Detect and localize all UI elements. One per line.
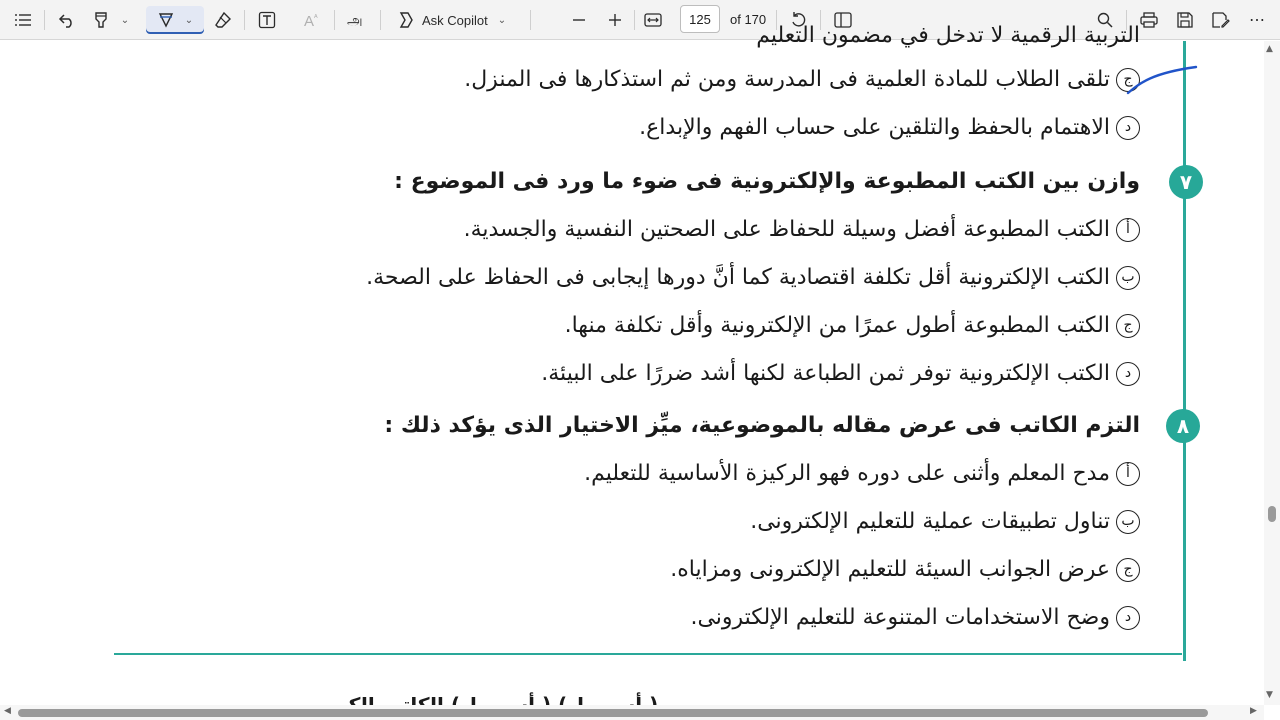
option-text: الكتب الإلكترونية أقل تكلفة اقتصادية كما أنَّ دورها إيجابى فى الحفاظ على الصحة. xyxy=(366,265,1110,290)
scroll-left-arrow-icon[interactable]: ◀ xyxy=(4,706,11,716)
svg-text:ᴬ: ᴬ xyxy=(314,13,318,22)
option-marker: ب xyxy=(1116,266,1140,290)
draw-icon xyxy=(157,11,175,29)
option-line xyxy=(639,115,1140,140)
question-text: وازن بين الكتب المطبوعة والإلكترونية فى ضوء ما ورد فى الموضوع : xyxy=(394,169,1140,194)
option-line xyxy=(541,361,1140,386)
option-marker: ب xyxy=(1116,510,1140,534)
copilot-icon xyxy=(396,11,414,29)
option-text: الكتب المطبوعة أطول عمرًا من الإلكترونية وأقل تكلفة منها. xyxy=(564,313,1110,338)
ask-copilot-button[interactable] xyxy=(392,6,516,34)
toolbar-divider xyxy=(380,10,381,30)
option-text: الاهتمام بالحفظ والتلقين على حساب الفهم والإبداع. xyxy=(639,115,1110,140)
page-total-label: of 170 xyxy=(730,12,767,27)
save-icon[interactable] xyxy=(1172,6,1198,34)
option-marker: د xyxy=(1116,362,1140,386)
ask-copilot-label: Ask Copilot xyxy=(422,12,488,28)
option-marker: ج xyxy=(1116,68,1140,92)
toolbar-divider xyxy=(44,10,45,30)
scroll-up-arrow-icon[interactable]: ▲ xyxy=(1266,44,1273,54)
toolbar-divider xyxy=(244,10,245,30)
question-text: التزم الكاتب فى عرض مقاله بالموضوعية، ميِّز الاختيار الذى يؤكد ذلك : xyxy=(384,413,1140,438)
option-line xyxy=(464,217,1140,242)
contents-icon[interactable] xyxy=(10,6,36,34)
option-marker: د xyxy=(1116,116,1140,140)
svg-text:அ: அ xyxy=(347,13,363,29)
question-number-badge: ٨ xyxy=(1166,409,1200,443)
pen-annotation-icon xyxy=(1120,65,1200,105)
option-marker: ج xyxy=(1116,558,1140,582)
option-marker: أ xyxy=(1116,462,1140,486)
option-marker: ج xyxy=(1116,314,1140,338)
option-text: تلقى الطلاب للمادة العلمية فى المدرسة ومن ثم استذكارها فى المنزل. xyxy=(464,67,1110,92)
option-line xyxy=(366,265,1140,290)
option-line xyxy=(464,67,1140,92)
translate-icon[interactable] xyxy=(344,6,370,34)
horizontal-scroll-thumb[interactable] xyxy=(18,709,1208,717)
option-line xyxy=(670,557,1140,582)
option-text: الكتب الإلكترونية توفر ثمن الطباعة لكنها أشد ضررًا على البيئة. xyxy=(541,361,1110,386)
option-text: تناول تطبيقات عملية للتعليم الإلكترونى. xyxy=(750,509,1110,534)
page-border-right xyxy=(1183,41,1186,661)
cut-off-line xyxy=(520,23,1160,48)
option-text: مدح المعلم وأثنى على دوره فهو الركيزة الأساسية للتعليم. xyxy=(584,461,1110,486)
cut-off-text: التربية الرقمية لا تدخل في مضمون التعليم xyxy=(756,23,1140,48)
undo-icon[interactable] xyxy=(54,6,80,34)
toolbar-divider xyxy=(334,10,335,30)
option-line xyxy=(750,509,1140,534)
question-number-badge: ٧ xyxy=(1169,165,1203,199)
option-line xyxy=(690,605,1140,630)
save-as-icon[interactable] xyxy=(1208,6,1234,34)
option-line xyxy=(584,461,1140,486)
svg-text:A: A xyxy=(304,13,315,30)
page-border-bottom xyxy=(114,653,1182,655)
option-marker: د xyxy=(1116,606,1140,630)
text-icon[interactable] xyxy=(254,6,280,34)
scroll-down-arrow-icon[interactable]: ▼ xyxy=(1266,690,1273,700)
scroll-right-arrow-icon[interactable]: ▶ xyxy=(1250,706,1257,716)
option-marker: أ xyxy=(1116,218,1140,242)
read-aloud-icon[interactable] xyxy=(300,6,326,34)
highlight-options-chevron-icon[interactable]: ⌄ xyxy=(120,14,130,26)
pdf-page xyxy=(0,23,1264,705)
draw-options-chevron-icon: ⌄ xyxy=(184,14,194,26)
option-text: الكتب المطبوعة أفضل وسيلة للحفاظ على الصحتين النفسية والجسدية. xyxy=(463,217,1110,242)
erase-icon[interactable] xyxy=(210,6,236,34)
draw-tool-button[interactable] xyxy=(146,6,204,34)
ask-copilot-chevron-icon: ⌄ xyxy=(497,14,507,26)
option-text: وضح الاستخدامات المتنوعة للتعليم الإلكترونى. xyxy=(690,605,1110,630)
option-line xyxy=(565,313,1140,338)
option-text: عرض الجوانب السيئة للتعليم الإلكترونى ومزاياه. xyxy=(670,557,1110,582)
highlight-icon[interactable] xyxy=(88,6,114,34)
vertical-scrollbar[interactable] xyxy=(1264,41,1280,705)
vertical-scroll-thumb[interactable] xyxy=(1268,506,1276,522)
more-icon[interactable]: ⋯ xyxy=(1249,12,1265,29)
